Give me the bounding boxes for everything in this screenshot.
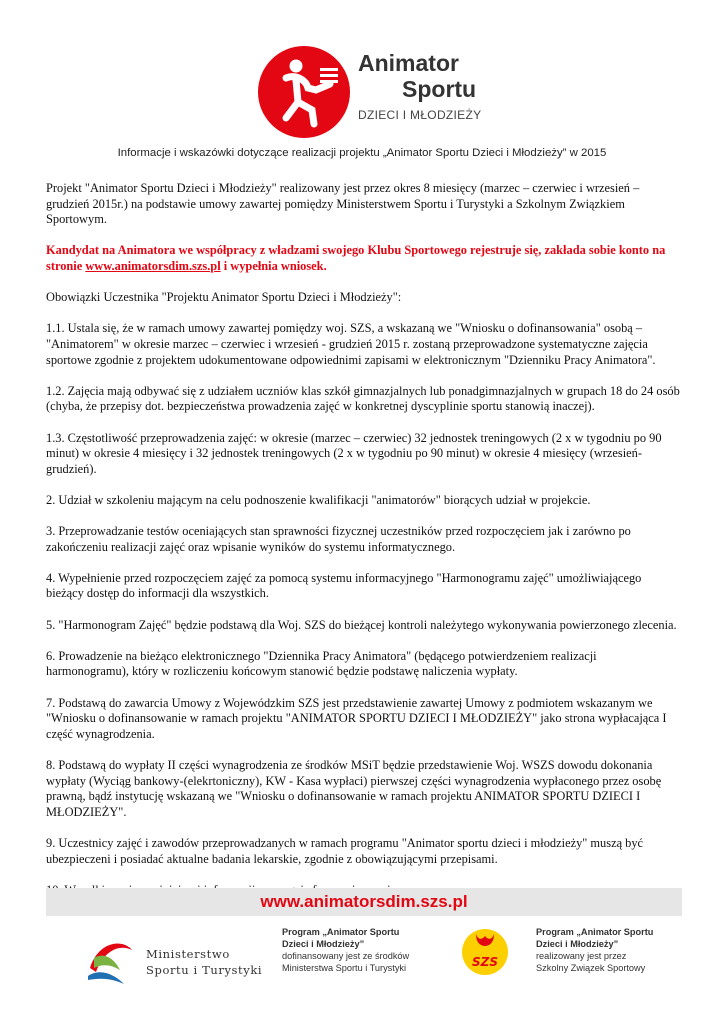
candidate-notice: [46, 243, 682, 274]
duty-6: 6. Prowadzenie na bieżąco elektronicznego "Dziennika Pracy Animatora" (będącego potwierdzeniem realizacji harmonogramu), który w rozliczeniu końcowym stanowić będzie podstawę naliczenia wypłaty.: [46, 648, 597, 679]
organizer-info: [536, 926, 653, 974]
page-footer: [46, 888, 682, 1018]
duty-3: 3. Przeprowadzanie testów oceniających stan sprawności fizycznej uczestników przed rozpoczęciem jak i zarówno po zakończeniu realizacji zajęć oraz wpisanie wyników do systemu informatycznego.: [46, 524, 631, 554]
candidate-notice-text: Kandydat na Animatora we współpracy z władzami swojego Klubu Sportowego rejestruje się, zakłada sobie konto na stronie: [46, 243, 666, 273]
logo-title-line2: Sportu: [402, 76, 477, 102]
funding-info: [282, 926, 409, 974]
duty-1-1: 1.1. Ustala się, że w ramach umowy zawartej pomiędzy woj. SZS, a wskazaną we "Wniosku o dofinansowania" osobą – "Animatorem" w okresie marzec – czerwiec i wrzesień - grudzień 2015 r. zostaną przeprowadzone systematyczne zajęcia sportowe zgodnie z projektem udokumentowane odpowiednimi zapisami w elektronicznym "Dzienniku Pracy Animatora".: [46, 321, 656, 367]
ministry-line2: Sportu i Turystyki: [146, 963, 263, 977]
funding-line3: dofinansowany jest ze środków: [282, 951, 410, 961]
organizer-line3: realizowany jest przez: [536, 951, 627, 961]
footer-url[interactable]: www.animatorsdim.szs.pl: [46, 888, 682, 916]
duties-heading: Obowiązki Uczestnika "Projektu Animator Sportu Dzieci i Młodzieży":: [46, 290, 402, 305]
szs-logo-icon: [460, 926, 510, 978]
funding-line1: Program „Animator Sportu: [282, 927, 400, 937]
intro-paragraph: Projekt "Animator Sportu Dzieci i Młodzieży" realizowany jest przez okres 8 miesięcy (marzec – czerwiec i wrzesień – grudzień 2015r.) na podstawie umowy zawartej pomiędzy Ministerstwem Sportu i Turystyki a Szkolnym Związkiem Sportowym.: [46, 181, 640, 227]
document-body: [46, 181, 682, 914]
document-title: Informacje i wskazówki dotyczące realizacji projektu „Animator Sportu Dzieci i Młodzieży” w 2015: [117, 147, 607, 159]
ministry-logo-icon: [80, 928, 138, 986]
duty-9: 9. Uczestnicy zajęć i zawodów przeprowadzanych w ramach programu "Animator sportu dzieci i młodzieży" muszą być ubezpieczeni i posiadać aktualne badania lekarskie, zgodnie z obowiązującymi przepisami.: [46, 835, 644, 866]
duty-1-3: 1.3. Częstotliwość przeprowadzenia zajęć: w okresie (marzec – czerwiec) 32 jednostek treningowych (2 x w tygodniu po 90 minut) w okresie 4 miesięcy i 32 jednostek treningowych (2 x w tygodniu po 90 minut) w okresie 4 miesięcy (wrzesień-grudzień).: [46, 430, 662, 476]
organizer-line1: Program „Animator Sportu: [536, 927, 654, 937]
logo-title-line1: Animator: [358, 50, 459, 76]
logo-subtitle: DZIECI I MŁODZIEŻY: [358, 108, 482, 122]
registration-link[interactable]: www.animatorsdim.szs.pl: [85, 258, 221, 273]
duty-1-2: 1.2. Zajęcia mają odbywać się z udziałem uczniów klas szkół gimnazjalnych lub ponadgimnazjalnych w grupach 18 do 24 osób (chyba, że przepisy dot. bezpieczeństwa prowadzenia zajęć w konkretnej dyscyplinie sportu stanowią inaczej).: [46, 383, 680, 414]
animator-sportu-logo: [256, 44, 496, 140]
funding-line2: Dzieci i Młodzieży”: [282, 939, 365, 949]
organizer-line4: Szkolny Związek Sportowy: [536, 963, 646, 973]
organizer-line2: Dzieci i Młodzieży”: [536, 939, 619, 949]
duty-8: 8. Podstawą do wypłaty II części wynagrodzenia ze środków MSiT będzie przedstawienie Woj. WSZS dowodu dokonania wypłaty (Wyciąg bankowy-(elekrtoniczny), KW - Kasa wypłaci) pierwszej części wynagrodzenia wypłaconego przez osobę prawną, bądź instytucję wskazaną we "Wniosku o dofinansowanie w ramach projektu ANIMATOR SPORTU DZIECI I MŁODZIEŻY".: [46, 757, 662, 819]
duty-7: 7. Podstawą do zawarcia Umowy z Wojewódzkim SZS jest przedstawienie zawartej Umowy z podmiotem wskazanym we "Wniosku o dofinansowanie w ramach projektu "ANIMATOR SPORTU DZIECI I MŁODZIEŻY" jako strona wypłacająca I część wynagrodzenia.: [46, 695, 667, 741]
duty-5: 5. "Harmonogram Zajęć" będzie podstawą dla Woj. SZS do bieżącej kontroli należytego wykonywania powierzonego zlecenia.: [46, 617, 677, 632]
ministry-line1: Ministerstwo: [146, 947, 230, 961]
runner-logo-icon: [256, 44, 352, 140]
duty-4: 4. Wypełnienie przed rozpoczęciem zajęć za pomocą systemu informacyjnego "Harmonogramu zajęć" umożliwiającego bieżący dostęp do informacji dla wszystkich.: [46, 570, 642, 601]
ministry-name: [146, 946, 262, 978]
candidate-notice-tail: i wypełnia wniosek.: [220, 258, 327, 273]
szs-badge-text: SZS: [472, 955, 498, 969]
funding-line4: Ministerstwa Sportu i Turystyki: [282, 963, 407, 973]
duty-2: 2. Udział w szkoleniu mającym na celu podnoszenie kwalifikacji "animatorów" biorących udział w projekcie.: [46, 492, 591, 507]
